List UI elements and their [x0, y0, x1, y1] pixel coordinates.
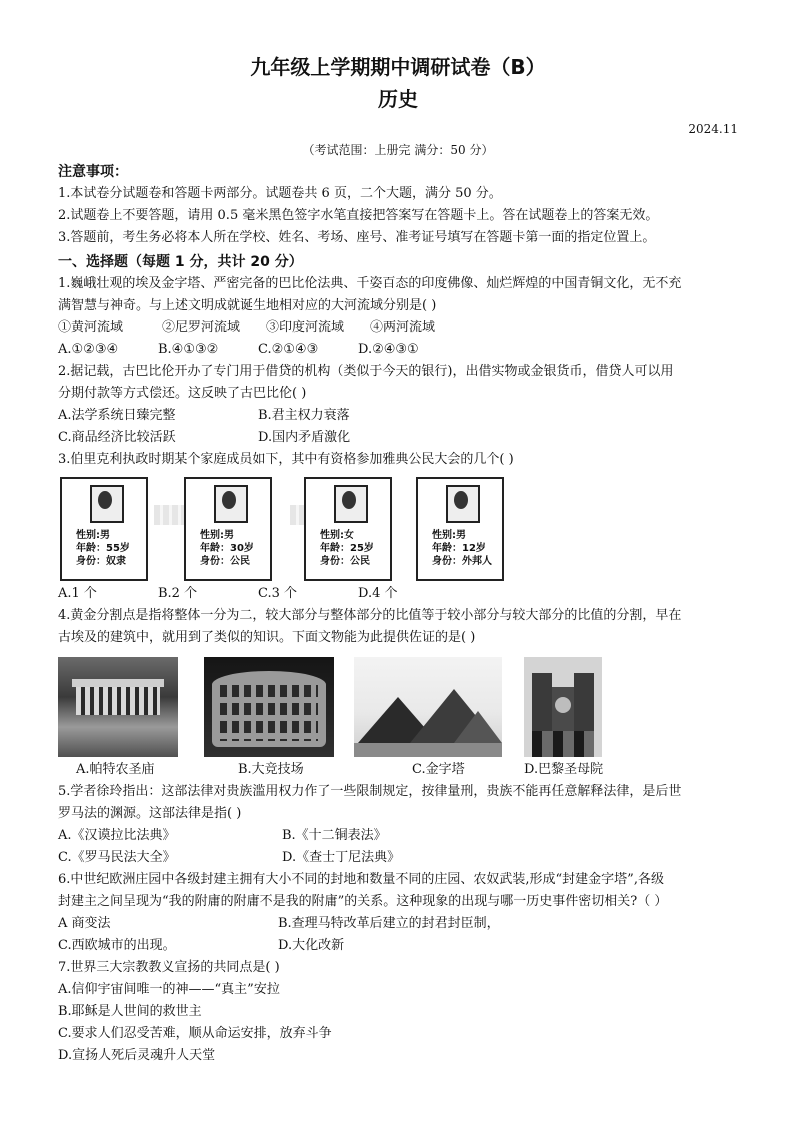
option-b: B.君主权力衰落	[258, 408, 350, 423]
section-heading: 一、选择题（每题 1 分，共计 20 分）	[58, 254, 303, 270]
question-text: 6.中世纪欧洲庄园中各级封建主拥有大小不同的封地和数量不同的庄园、农奴武装,形成“封建金字塔”,各级	[58, 872, 664, 887]
q1-items	[58, 317, 738, 339]
q5-options-row2	[58, 847, 738, 869]
question-text: 古埃及的建筑中，就用到了类似的知识。下面文物能为此提供佐证的是( )	[58, 630, 476, 645]
card-age: 年龄：25岁	[320, 543, 374, 554]
option-d: D.宣扬人死后灵魂升人天堂	[58, 1048, 216, 1063]
option-a: A.《汉谟拉比法典》	[58, 828, 176, 843]
note-item: 3.答题前，考生务必将本人所在学校、姓名、考场、座号、准考证号填写在答题卡第一面的指定位置上。	[58, 230, 656, 245]
question-text: 罗马法的渊源。这部法律是指( )	[58, 806, 242, 821]
q1-item: ①黄河流域	[58, 320, 124, 335]
option-b: B.2 个	[158, 586, 198, 601]
option-c: C.②①④③	[258, 342, 319, 357]
option-b: B.《十二铜表法》	[282, 828, 387, 843]
notre-dame-image	[524, 657, 602, 757]
q1-item: ②尼罗河流域	[162, 320, 241, 335]
card-identity: 身份：外邦人	[432, 556, 492, 567]
colosseum-image	[204, 657, 334, 757]
option-d: D.《查士丁尼法典》	[282, 850, 401, 865]
option-c: C.金字塔	[412, 762, 465, 777]
question-text: 5.学者徐玲指出：这部法律对贵族滥用权力作了一些限制规定，按律量刑，贵族不能再任意解释法律，是后世	[58, 784, 682, 799]
note-item: 1.本试卷分试题卷和答题卡两部分。试题卷共 6 页，二个大题，满分 50 分。	[58, 186, 502, 201]
notes-heading: 注意事项：	[58, 164, 128, 180]
option-b: B.耶稣是人世间的救世主	[58, 1004, 202, 1019]
q2-options-row1	[58, 405, 738, 427]
option-d: D.国内矛盾激化	[258, 430, 351, 445]
parthenon-image	[58, 657, 178, 757]
exam-scope: （考试范围：上册完 满分：50 分）	[302, 143, 494, 157]
q3-options	[58, 583, 738, 605]
note-item: 2.试题卷上不要答题，请用 0.5 毫米黑色签字水笔直接把答案写在答题卡上。答在试题卷上的答案无效。	[58, 208, 659, 223]
card-identity: 身份：公民	[320, 556, 370, 567]
person-icon	[446, 485, 480, 523]
option-c: C.3 个	[258, 586, 298, 601]
question-text: 2.据记载，古巴比伦开办了专门用于借贷的机构（类似于今天的银行)，出借实物或金银货币，借贷人可以用	[58, 364, 674, 379]
option-a: A.1 个	[58, 586, 97, 601]
option-a: A.帕特农圣庙	[76, 762, 155, 777]
option-b: B.大竞技场	[238, 762, 304, 777]
family-cards	[58, 477, 738, 583]
exam-date: 2024.11	[688, 122, 738, 136]
exam-page	[58, 52, 738, 1067]
family-card	[304, 477, 392, 581]
option-d: D.巴黎圣母院	[524, 762, 604, 777]
option-d: D.②④③①	[358, 342, 419, 357]
pyramids-image	[354, 657, 502, 757]
q1-item: ③印度河流域	[266, 320, 345, 335]
card-age: 年龄：30岁	[200, 543, 254, 554]
q6-options-row1	[58, 913, 738, 935]
option-d: D.4 个	[358, 586, 398, 601]
card-age: 年龄：12岁	[432, 543, 486, 554]
option-d: D.大化改新	[278, 938, 345, 953]
card-identity: 身份：奴隶	[76, 556, 126, 567]
q6-options-row2	[58, 935, 738, 957]
option-a: A.法学系统日臻完整	[58, 408, 176, 423]
artifact-photos	[58, 657, 738, 759]
family-card	[184, 477, 272, 581]
card-gender: 性别:男	[432, 530, 466, 541]
question-text: 封建主之间呈现为“我的附庸的附庸不是我的附庸”的关系。这种现象的出现与哪一历史事件密切相关?（ ）	[58, 894, 668, 909]
option-c: C.要求人们忍受苦难，顺从命运安排，放弃斗争	[58, 1026, 332, 1041]
question-text: 满智慧与神奇。与上述文明成就诞生地相对应的大河流域分别是( )	[58, 298, 437, 313]
option-a: A.①②③④	[58, 342, 119, 357]
q5-options-row1	[58, 825, 738, 847]
option-c: C.《罗马民法大全》	[58, 850, 176, 865]
option-b: B.查理马特改革后建立的封君封臣制，	[278, 916, 500, 931]
person-icon	[90, 485, 124, 523]
q2-options-row2	[58, 427, 738, 449]
exam-subject: 历史	[378, 87, 418, 111]
family-card	[416, 477, 504, 581]
card-gender: 性别:男	[200, 530, 234, 541]
family-card	[60, 477, 148, 581]
option-a: A 商变法	[58, 916, 111, 931]
option-c: C.商品经济比较活跃	[58, 430, 176, 445]
exam-title: 九年级上学期期中调研试卷（B）	[250, 55, 546, 79]
question-text: 分期付款等方式偿还。这反映了古巴比伦( )	[58, 386, 307, 401]
question-text: 4.黄金分割点是指将整体一分为二，较大部分与整体部分的比值等于较小部分与较大部分的比值的分割，早在	[58, 608, 682, 623]
person-icon	[334, 485, 368, 523]
card-identity: 身份：公民	[200, 556, 250, 567]
question-text: 3.伯里克利执政时期某个家庭成员如下，其中有资格参加雅典公民大会的几个( )	[58, 452, 514, 467]
q1-options	[58, 339, 738, 361]
person-icon	[214, 485, 248, 523]
q4-options	[58, 759, 738, 781]
question-text: 1.巍峨壮观的埃及金字塔、严密完备的巴比伦法典、千姿百态的印度佛像、灿烂辉煌的中国青铜文化，无不充	[58, 276, 682, 291]
card-gender: 性别:男	[76, 530, 110, 541]
option-c: C.西欧城市的出现。	[58, 938, 176, 953]
q1-item: ④两河流域	[370, 320, 436, 335]
card-age: 年龄：55岁	[76, 543, 130, 554]
option-a: A.信仰宇宙间唯一的神——“真主”安拉	[58, 982, 280, 997]
option-b: B.④①③②	[158, 342, 219, 357]
question-text: 7.世界三大宗教教义宣扬的共同点是( )	[58, 960, 280, 975]
card-gender: 性别:女	[320, 530, 354, 541]
